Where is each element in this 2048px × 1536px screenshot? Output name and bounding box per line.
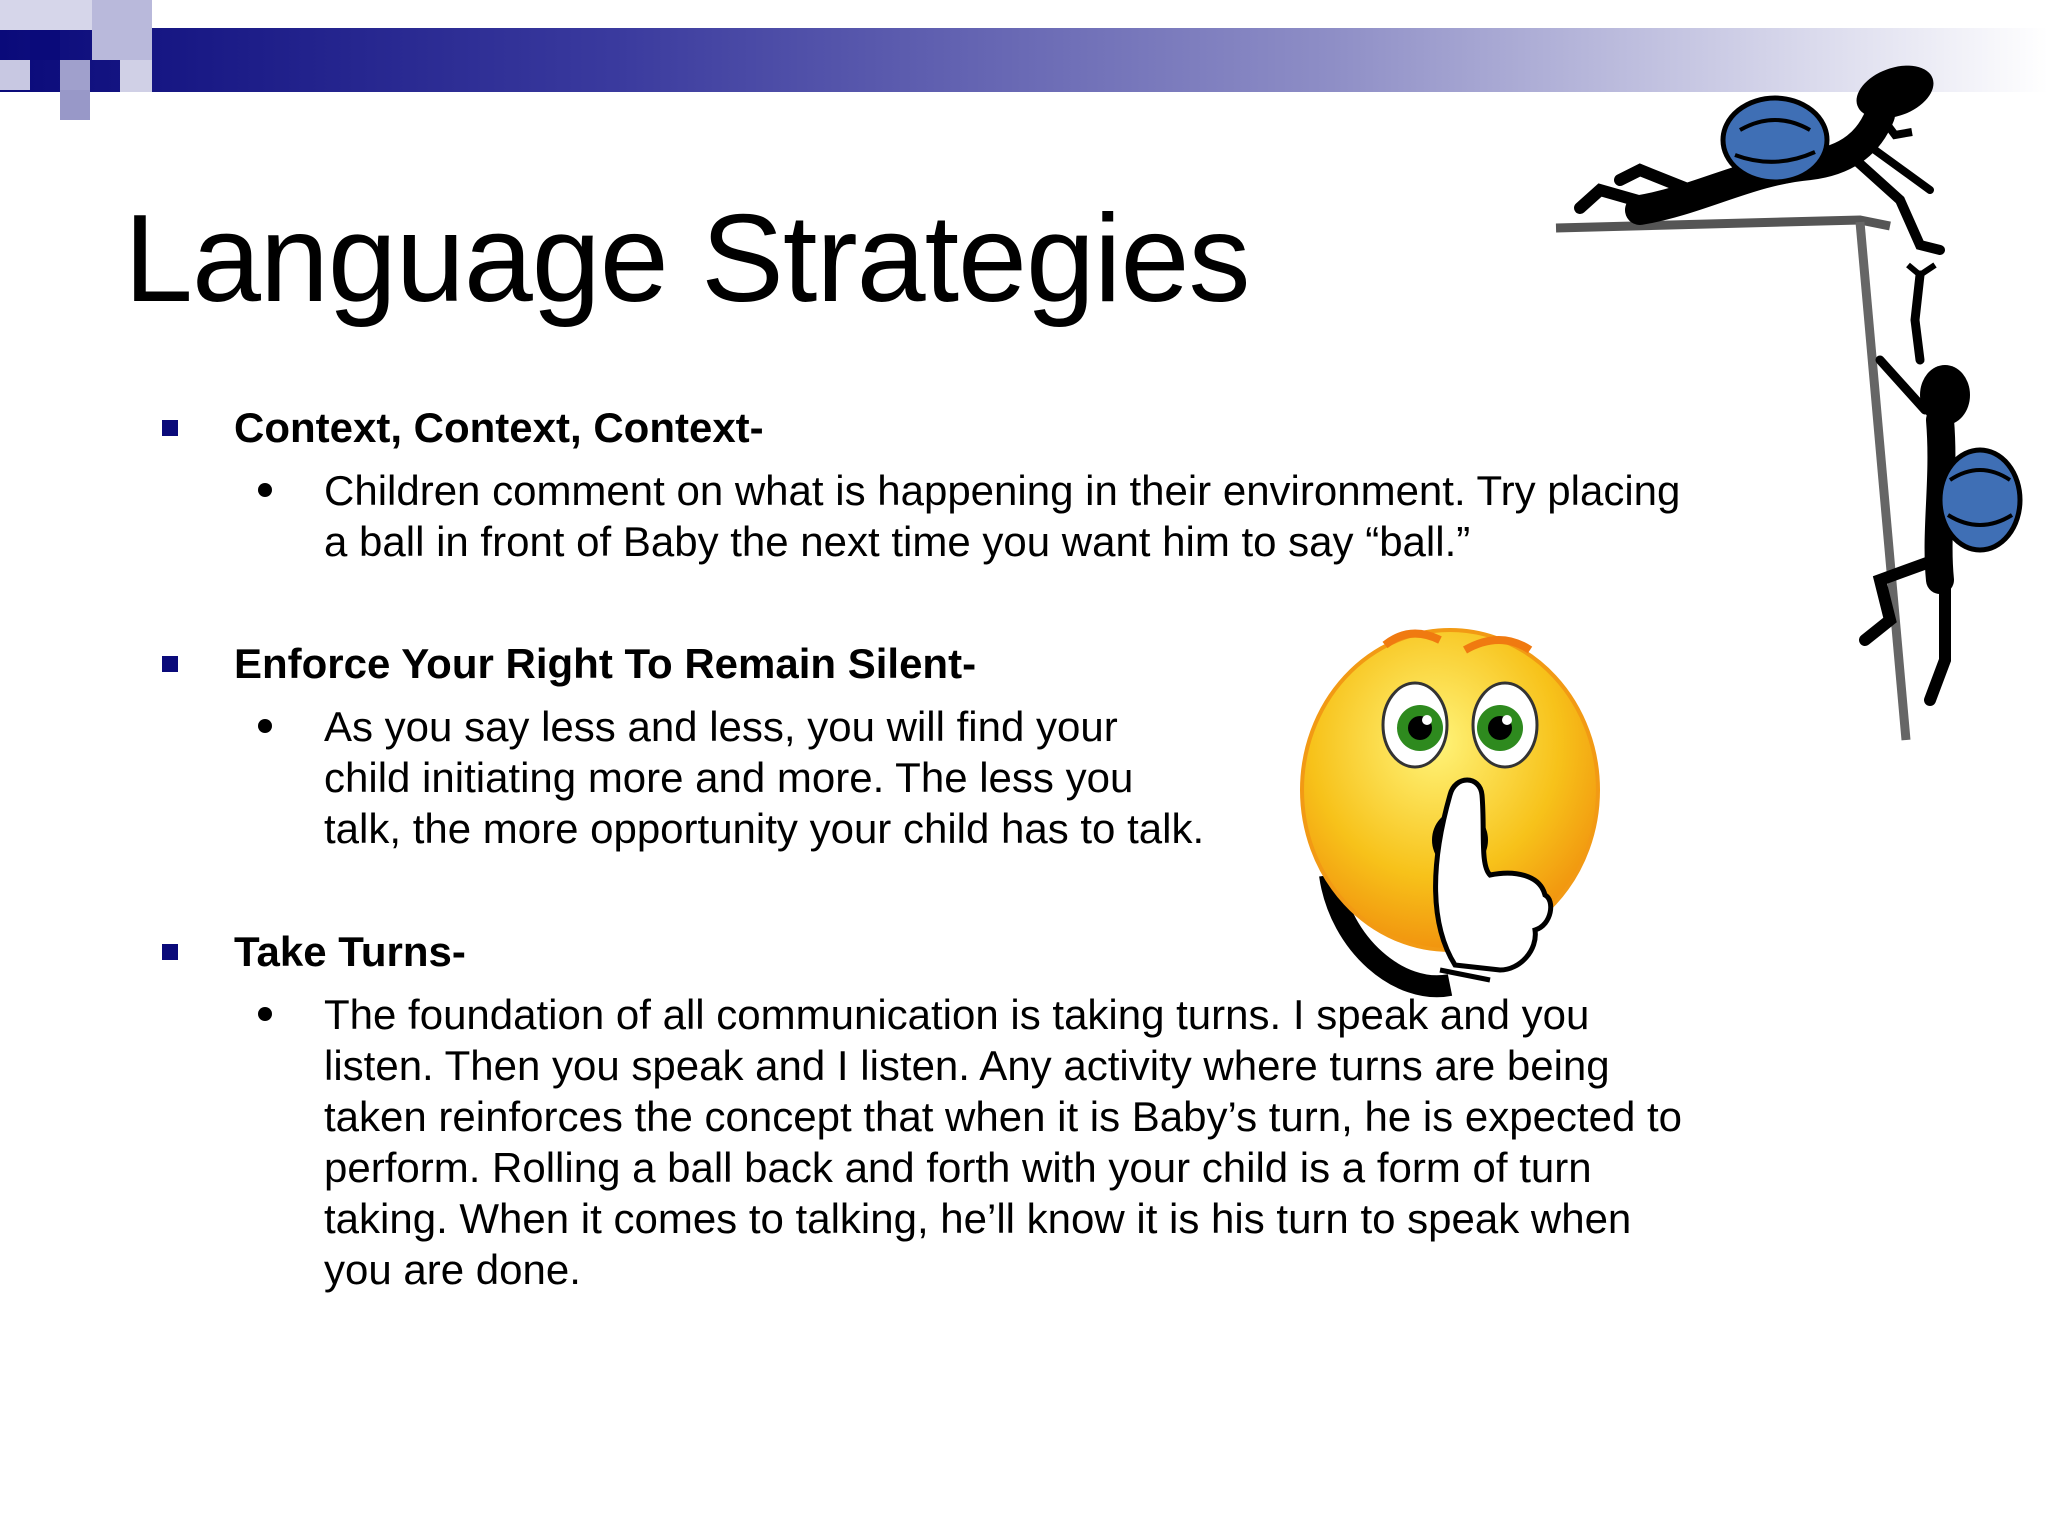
body-line: a ball in front of Baby the next time you want him to say “ball.” [324, 518, 1471, 565]
section-body [324, 465, 1680, 567]
section-heading: Context, Context, Context- [234, 404, 764, 451]
body-line: you are done. [324, 1246, 581, 1293]
body-line: Children comment on what is happening in their environment. Try placing [324, 467, 1681, 514]
section-body [324, 989, 1682, 1295]
section-heading: Enforce Your Right To Remain Silent- [234, 640, 977, 687]
body-line: perform. Rolling a ball back and forth with your child is a form of turn [324, 1144, 1592, 1191]
section-body [324, 701, 1204, 854]
body-line: child initiating more and more. The less you [324, 754, 1134, 801]
body-line: As you say less and less, you will find your [324, 703, 1118, 750]
round-bullet-icon [258, 719, 272, 733]
body-line: taking. When it comes to talking, he’ll know it is his turn to speak when [324, 1195, 1632, 1242]
round-bullet-icon [258, 483, 272, 497]
shush-smiley-icon [1290, 625, 1630, 1005]
square-bullet-icon [162, 420, 178, 436]
square-bullet-icon [162, 944, 178, 960]
section-heading: Take Turns- [234, 928, 466, 975]
body-line: The foundation of all communication is taking turns. I speak and you [324, 991, 1590, 1038]
square-bullet-icon [162, 656, 178, 672]
body-line: taken reinforces the concept that when it is Baby’s turn, he is expected to [324, 1093, 1683, 1140]
round-bullet-icon [258, 1007, 272, 1021]
body-line: talk, the more opportunity your child has to talk. [324, 805, 1205, 852]
slide-title: Language Strategies [124, 190, 1250, 328]
body-line: listen. Then you speak and I listen. Any activity where turns are being [324, 1042, 1610, 1089]
